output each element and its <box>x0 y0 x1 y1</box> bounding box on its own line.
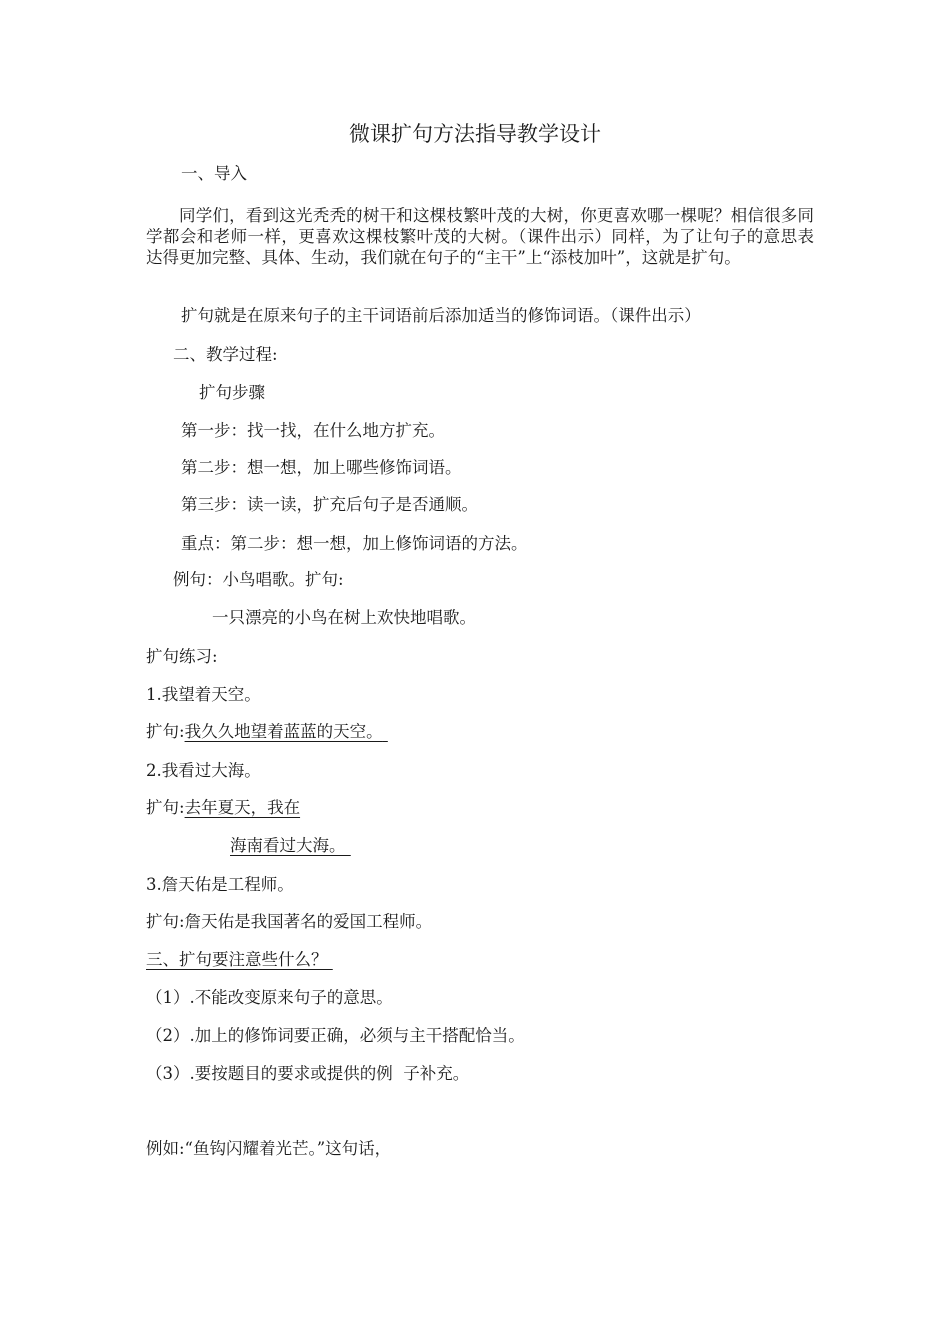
definition-paragraph: 扩句就是在原来句子的主干词语前后添加适当的修饰词语。（课件出示） <box>181 306 701 325</box>
practice-item-2-answer-line <box>146 797 300 819</box>
document-title: 微课扩句方法指导教学设计 <box>349 122 601 146</box>
practice-item-1-answer-line <box>146 721 388 743</box>
example-label: 例句：小鸟唱歌。扩句: <box>173 570 344 589</box>
practice-item-1-sentence: 1.我望着天空。 <box>146 685 261 704</box>
practice-heading: 扩句练习: <box>146 647 218 666</box>
section3-heading-line <box>146 949 333 971</box>
note-point-1: （1）.不能改变原来句子的意思。 <box>146 988 393 1007</box>
closing-example: 例如:“鱼钩闪耀着光芒。”这句话， <box>146 1139 392 1158</box>
section1-heading: 一、导入 <box>181 164 247 183</box>
step-two: 第二步：想一想，加上哪些修饰词语。 <box>181 458 462 477</box>
key-point: 重点：第二步：想一想，加上修饰词语的方法。 <box>181 534 528 553</box>
practice-item-2-sentence: 2.我看过大海。 <box>146 761 261 780</box>
practice-item-2-answer-continued: 海南看过大海。 <box>230 836 346 855</box>
intro-paragraph: 同学们，看到这光秃秃的树干和这棵枝繁叶茂的大树，你更喜欢哪一棵呢？相信很多同学都会和老师一样，更喜欢这棵枝繁叶茂的大树。（课件出示）同样，为了让句子的意思表达得更加完整、具体、生动，我们就在句子的“主干”上“添枝加叶”，这就是扩句。 <box>146 206 814 267</box>
underline-tail <box>346 836 351 855</box>
steps-title: 扩句步骤 <box>199 383 265 402</box>
section2-heading: 二、教学过程: <box>173 345 278 364</box>
practice-item-3-answer: 詹天佑是我国著名的爱国工程师。 <box>184 912 433 931</box>
example-answer: 一只漂亮的小鸟在树上欢快地唱歌。 <box>212 608 476 627</box>
underline-tail <box>328 950 333 969</box>
note-point-2: （2）.加上的修饰词要正确，必须与主干搭配恰当。 <box>146 1026 525 1045</box>
underline-tail <box>383 722 388 741</box>
practice-item-2-answer: 去年夏天，我在 <box>184 798 301 817</box>
step-one: 第一步：找一找，在什么地方扩充。 <box>181 421 445 440</box>
section3-heading: 三、扩句要注意些什么？ <box>146 950 328 969</box>
note-point-3: （3）.要按题目的要求或提供的例 子补充。 <box>146 1064 470 1083</box>
practice-item-3-label: 扩句: <box>146 912 185 931</box>
practice-item-2-label: 扩句: <box>146 798 185 817</box>
step-three: 第三步：读一读，扩充后句子是否通顺。 <box>181 495 478 514</box>
practice-item-1-answer: 我久久地望着蓝蓝的天空。 <box>184 722 383 741</box>
practice-item-3-answer-line <box>146 911 432 933</box>
practice-item-1-label: 扩句: <box>146 722 185 741</box>
practice-item-3-sentence: 3.詹天佑是工程师。 <box>146 875 294 894</box>
practice-item-2-answer-continued-line <box>230 835 351 857</box>
